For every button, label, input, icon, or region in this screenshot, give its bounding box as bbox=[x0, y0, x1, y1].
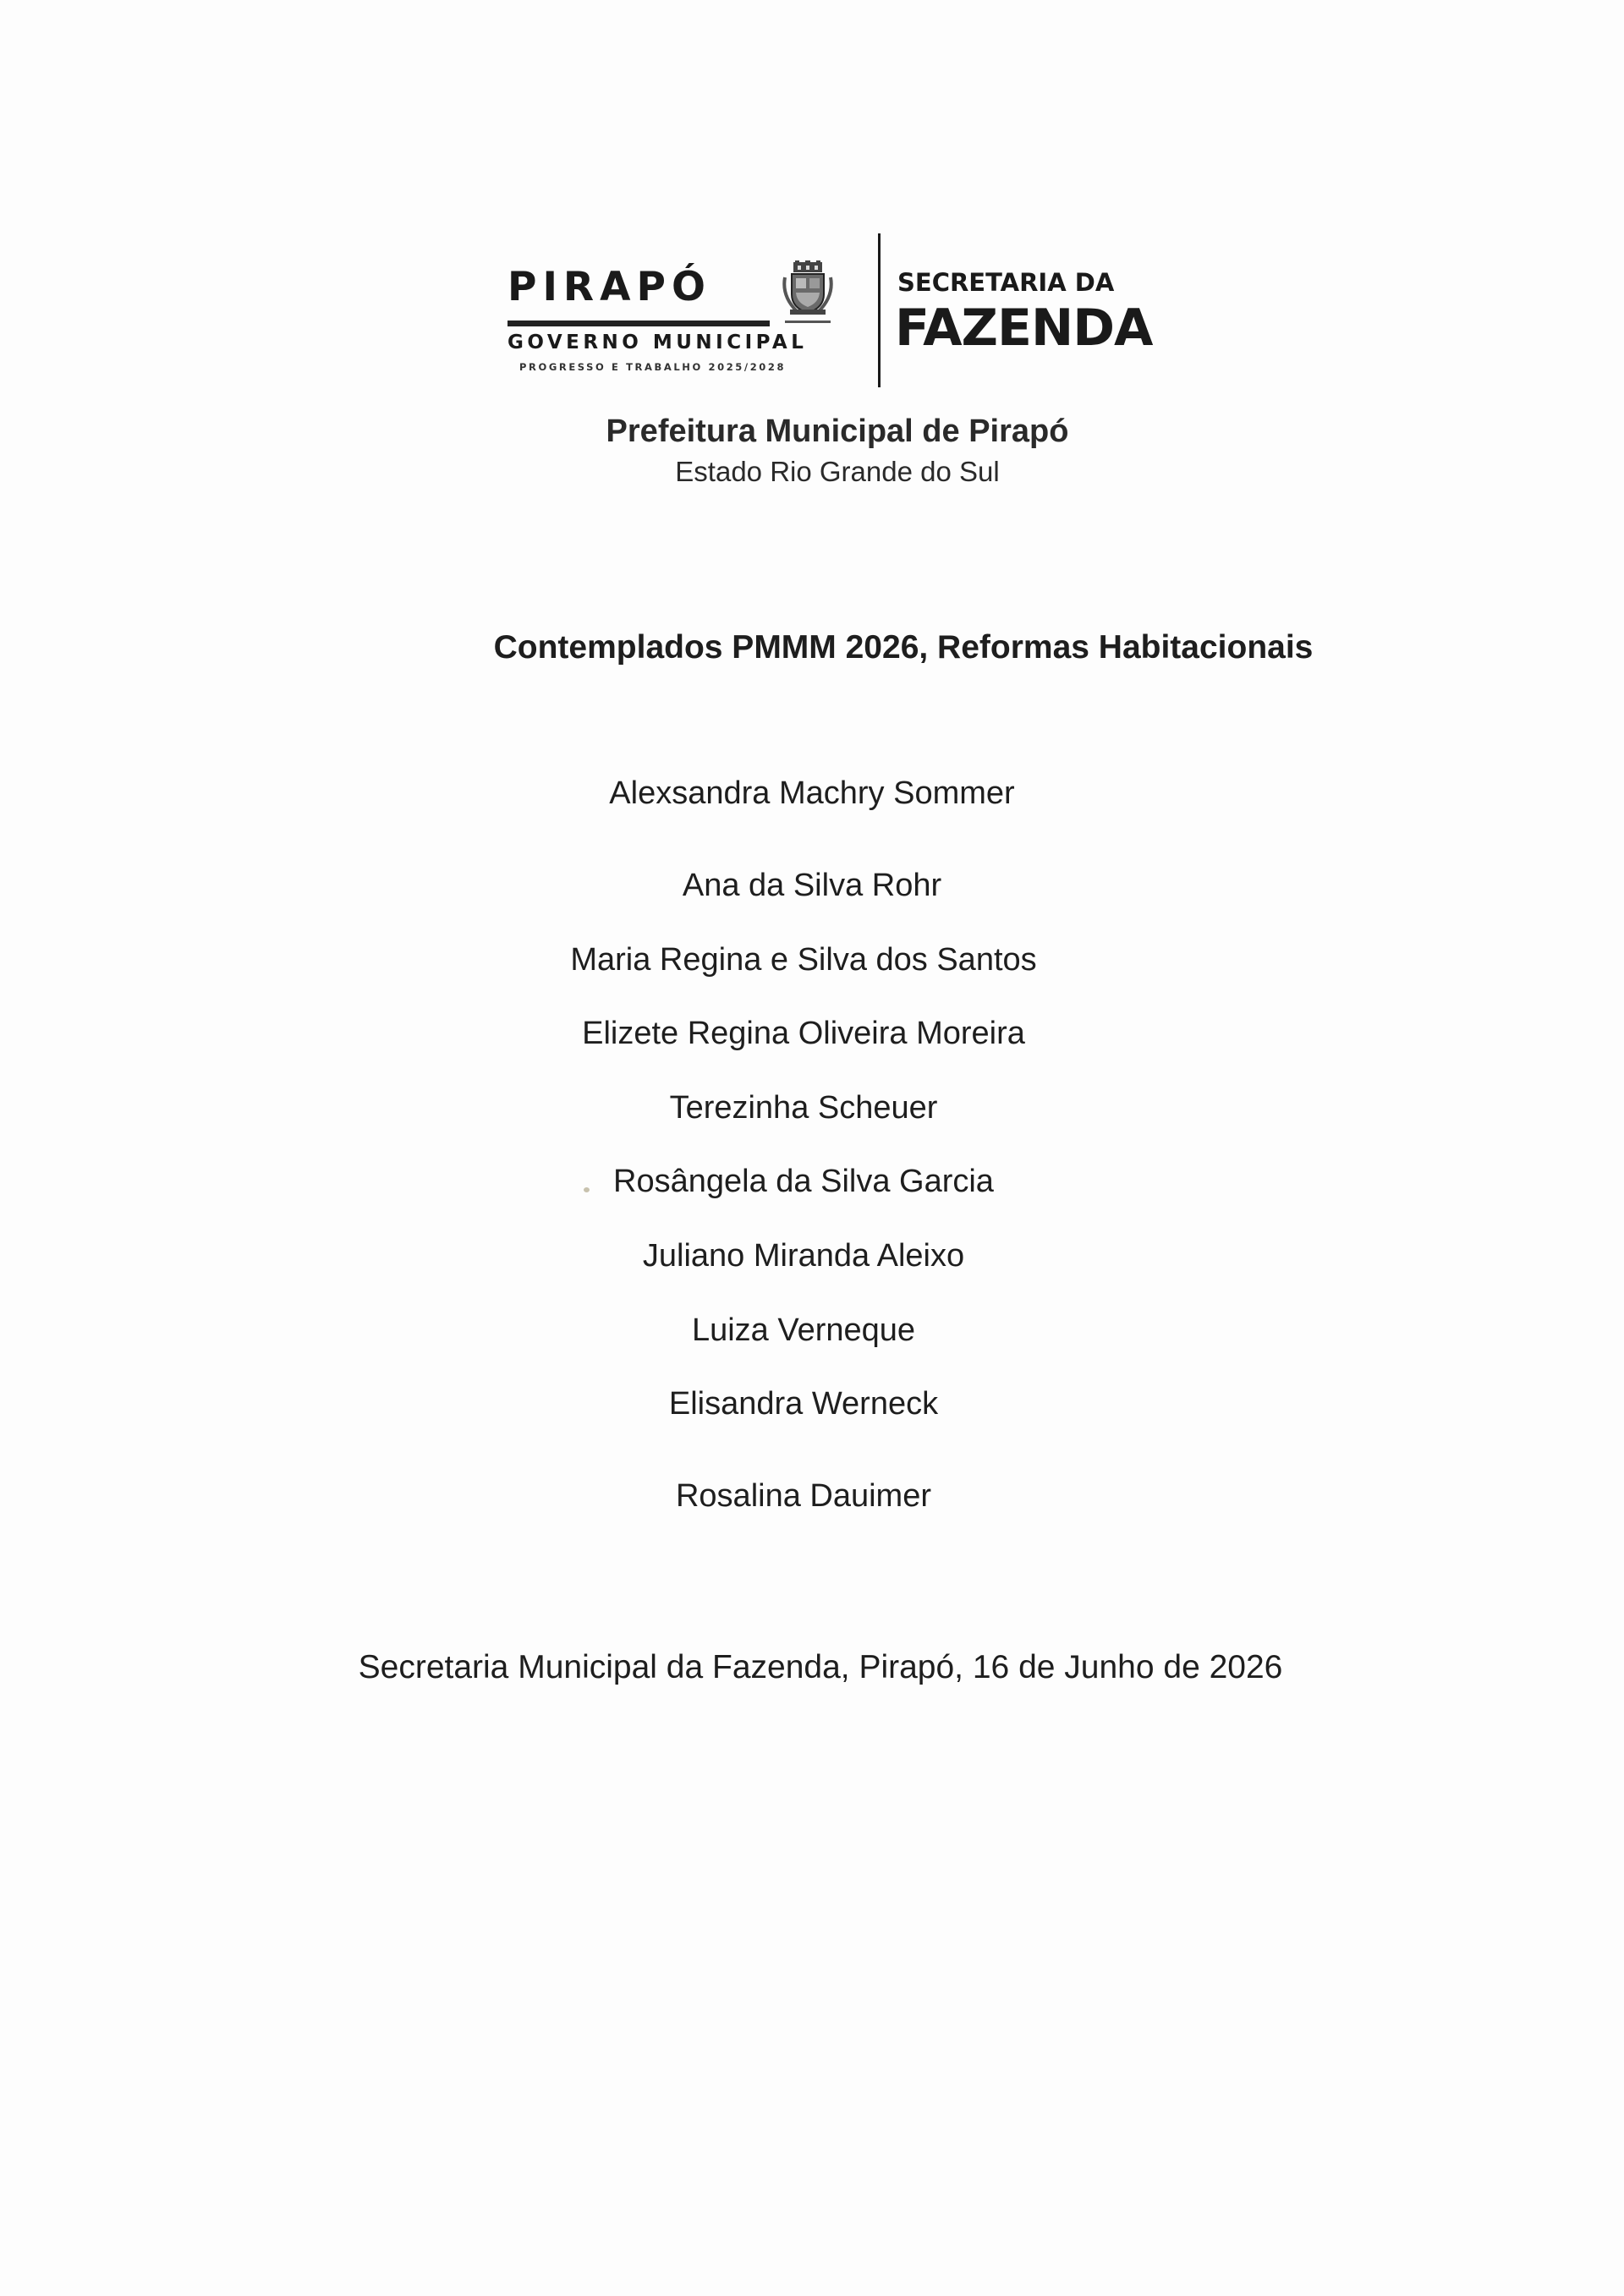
list-item: Terezinha Scheuer bbox=[669, 1090, 938, 1126]
list-item: Rosângela da Silva Garcia bbox=[613, 1164, 994, 1199]
brand-motto: PROGRESSO E TRABALHO 2025/2028 bbox=[519, 361, 787, 373]
closing-line: Secretaria Municipal da Fazenda, Pirapó, 16 de Junho de 2026 bbox=[358, 1649, 1283, 1685]
list-item: Elizete Regina Oliveira Moreira bbox=[582, 1016, 1025, 1051]
institution-block bbox=[0, 414, 1624, 487]
list-item: Rosalina Dauimer bbox=[675, 1478, 931, 1514]
department-line1: SECRETARIA DA bbox=[897, 268, 1115, 297]
list-item: Maria Regina e Silva dos Santos bbox=[570, 942, 1037, 978]
scan-speck bbox=[584, 1187, 590, 1192]
list-item: Elisandra Werneck bbox=[668, 1386, 939, 1422]
brand-name: PIRAPÓ bbox=[508, 264, 711, 310]
institution-state: Estado Rio Grande do Sul bbox=[675, 455, 1000, 487]
list-item: Alexsandra Machry Sommer bbox=[609, 775, 1015, 811]
brand-underline bbox=[508, 321, 770, 326]
document-title: Contemplados PMMM 2026, Reformas Habitacionais bbox=[493, 629, 1314, 666]
header-logo bbox=[501, 233, 1160, 387]
header-divider bbox=[878, 233, 881, 387]
brand-subtitle: GOVERNO MUNICIPAL bbox=[508, 332, 808, 353]
department-line2: FAZENDA bbox=[895, 299, 1153, 358]
list-item: Luiza Verneque bbox=[691, 1312, 916, 1348]
crest-underline bbox=[785, 321, 831, 323]
list-item: Ana da Silva Rohr bbox=[682, 868, 942, 903]
list-item: Juliano Miranda Aleixo bbox=[642, 1238, 965, 1274]
municipal-crest-icon bbox=[782, 260, 834, 316]
institution-name: Prefeitura Municipal de Pirapó bbox=[606, 414, 1069, 449]
